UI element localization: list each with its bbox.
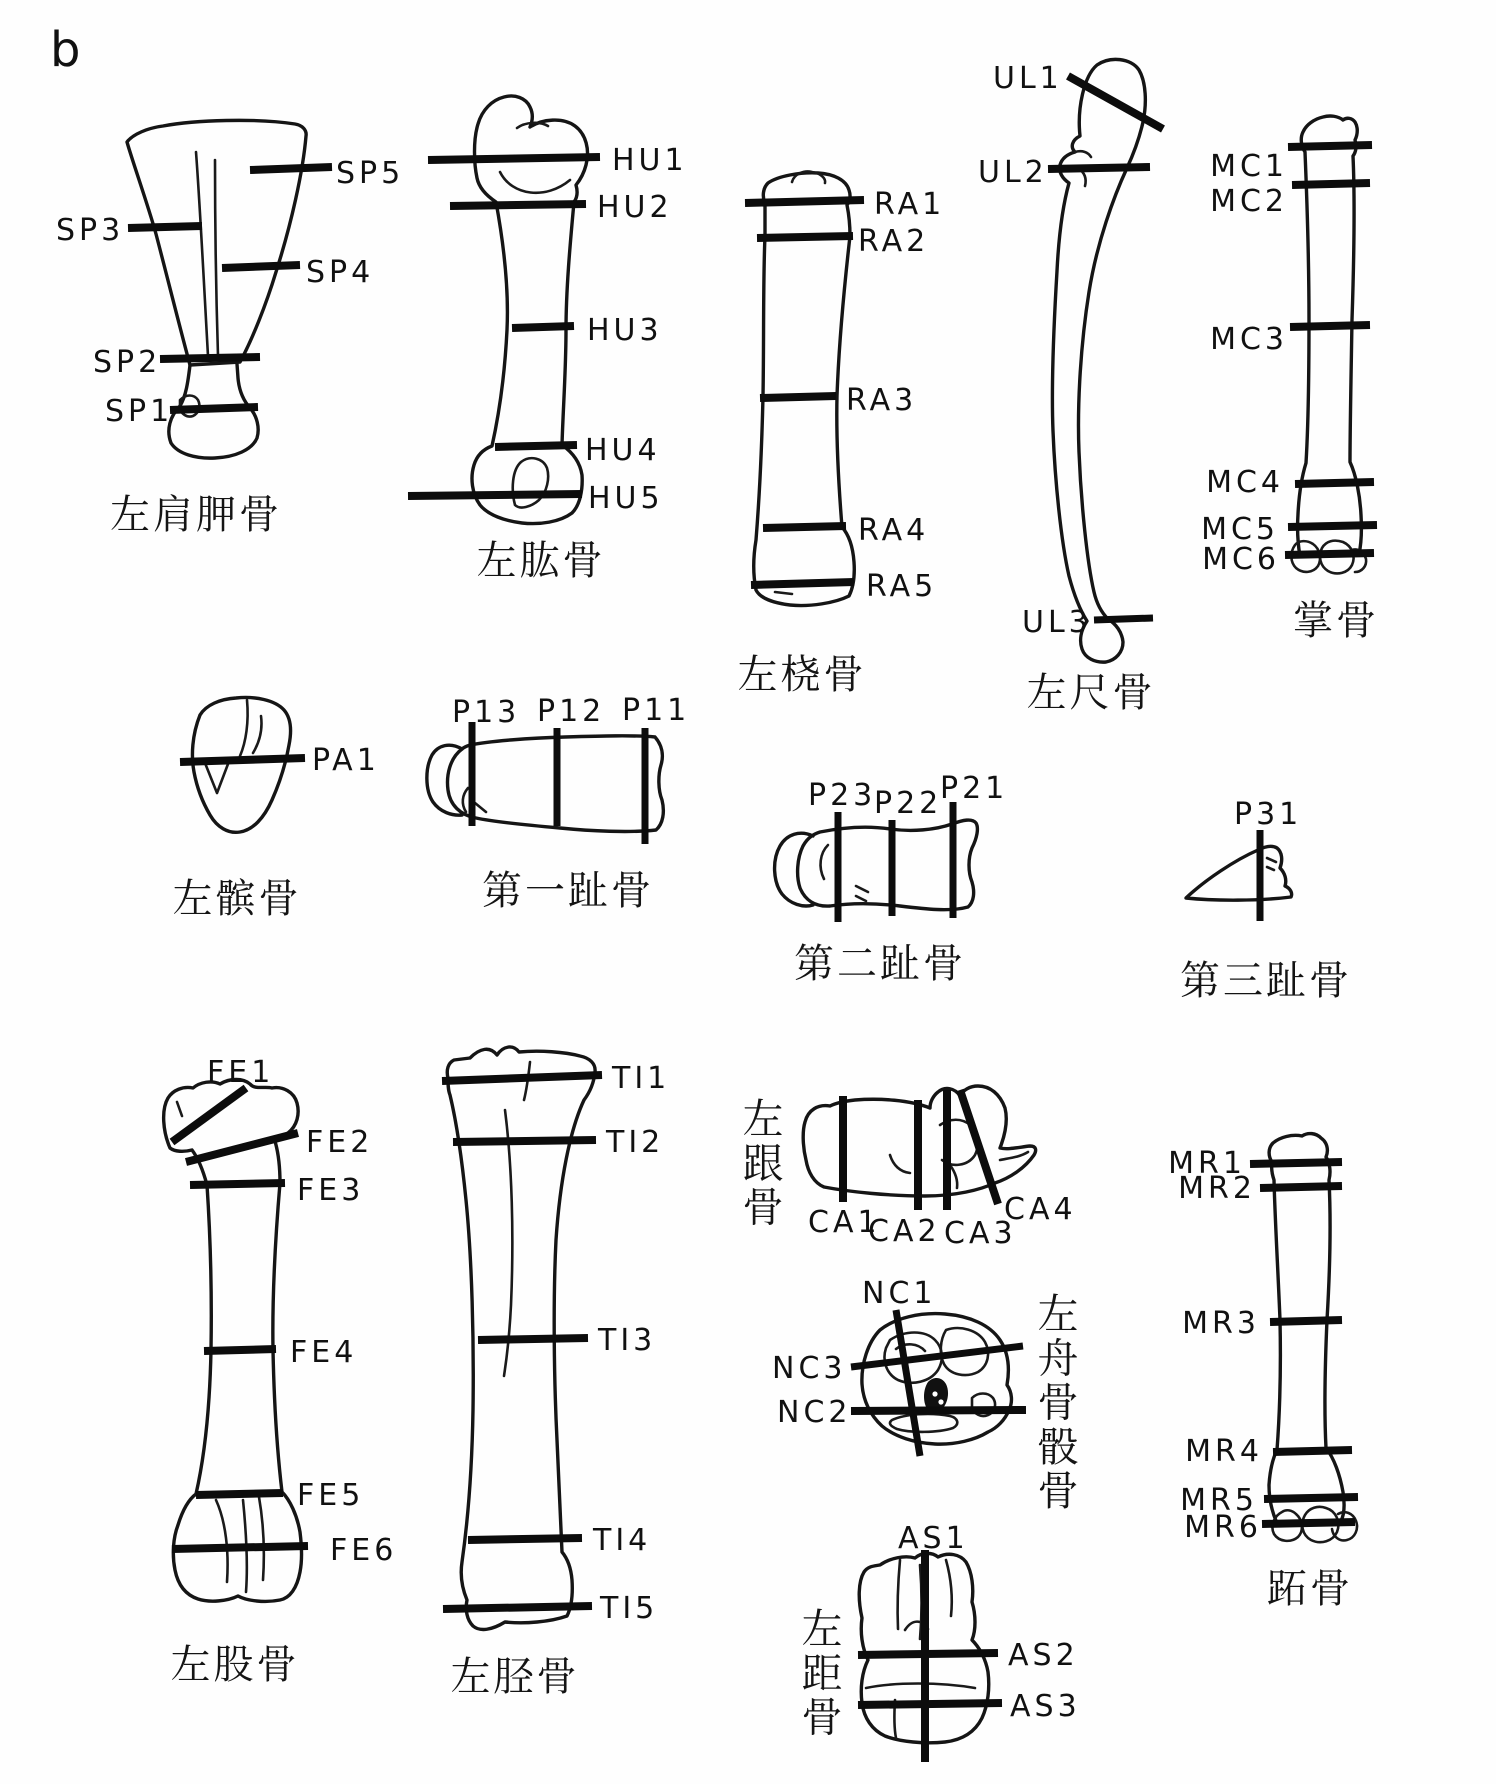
mc1-line [1288, 145, 1372, 147]
fe2-label: FE2 [306, 1125, 374, 1160]
sp5-line [250, 167, 332, 170]
fe5-line [196, 1493, 283, 1495]
scapula-spine-ridge-right [215, 160, 218, 356]
as3-label: AS3 [1010, 1689, 1081, 1724]
ca4-line [960, 1090, 998, 1204]
femur-head-dash [177, 1102, 182, 1116]
radius-distal-notch [775, 592, 792, 594]
phalanx2-cap-detail [821, 845, 828, 879]
humerus-neck-curve [500, 172, 570, 193]
ul3-line [1094, 618, 1153, 620]
fe6-line [172, 1546, 308, 1549]
radius-group [738, 171, 946, 698]
sp4-label: SP4 [306, 255, 375, 290]
hu5-line [408, 494, 582, 496]
ti5-label: TI5 [600, 1591, 659, 1626]
ra3-label: RA3 [846, 383, 918, 418]
metatarsal-caption: 跖骨 [1267, 1566, 1353, 1612]
p21-label: P21 [940, 771, 1009, 806]
hu4-line [495, 445, 577, 447]
ul3-label: UL3 [1022, 605, 1092, 640]
calcaneus-group [743, 1086, 1077, 1251]
sp3-label: SP3 [56, 213, 125, 248]
mr1-label: MR1 [1168, 1146, 1246, 1181]
figure-letter-label: b [50, 22, 81, 78]
phalanx3-group [1180, 797, 1352, 1004]
mc2-label: MC2 [1210, 184, 1288, 219]
ti4-line [468, 1538, 582, 1540]
mr6-line [1262, 1522, 1355, 1524]
mr4-label: MR4 [1185, 1434, 1263, 1469]
phalanx2-ticks [856, 886, 868, 901]
sp5-label: SP5 [336, 156, 405, 191]
mc6-line [1285, 553, 1374, 555]
nc2-label: NC2 [777, 1395, 852, 1430]
fe3-line [190, 1183, 285, 1185]
femur-group [164, 1055, 398, 1688]
femur-caption: 左股骨 [170, 1642, 300, 1688]
mc3-label: MC3 [1210, 322, 1288, 357]
ulna-group [978, 59, 1163, 716]
hu3-label: HU3 [587, 313, 663, 348]
pa1-line [180, 758, 305, 762]
phalanx3-ticks [1267, 858, 1276, 870]
ul2-label: UL2 [978, 155, 1048, 190]
metatarsal-group [1168, 1134, 1358, 1612]
ul1-label: UL1 [993, 61, 1063, 96]
as2-label: AS2 [1008, 1638, 1079, 1673]
astragalus-caption: 左距骨 [801, 1605, 843, 1742]
navicular-group [772, 1276, 1079, 1515]
ra4-line [763, 526, 846, 528]
nc2-line [851, 1410, 1026, 1411]
fe1-label: FE1 [207, 1055, 275, 1090]
mc5-label: MC5 [1201, 512, 1279, 547]
scapula-spine-ridge-left [196, 152, 208, 356]
ti2-label: TI2 [606, 1125, 665, 1160]
calcaneus-hook-detail [890, 1155, 910, 1173]
phalanx1-caption: 第一趾骨 [482, 868, 654, 914]
ti2-line [453, 1140, 596, 1142]
nc3-label: NC3 [772, 1351, 847, 1386]
radius-caption: 左桡骨 [737, 652, 867, 698]
p31-label: P31 [1234, 797, 1303, 832]
ul2-line [1048, 167, 1150, 169]
patella-ridge-2 [253, 716, 262, 753]
ra3-line [760, 396, 836, 398]
mr1-line [1250, 1162, 1342, 1164]
p11-label: P11 [622, 693, 691, 728]
sp2-label: SP2 [93, 345, 162, 380]
ra5-line [751, 582, 854, 585]
pa1-label: PA1 [312, 743, 380, 778]
sp3-line [128, 226, 202, 228]
nc1-label: NC1 [862, 1276, 937, 1311]
hu4-label: HU4 [585, 433, 661, 468]
ulna-caption: 左尺骨 [1026, 670, 1156, 716]
patella-ridge-1 [240, 700, 248, 756]
p22-label: P22 [874, 786, 943, 821]
astragalus-mid-contour [866, 1684, 975, 1689]
ra1-label: RA1 [874, 187, 946, 222]
sp2-line [160, 357, 260, 359]
nc3-line [851, 1346, 1023, 1367]
navicular-bean-dot-2 [938, 1399, 943, 1404]
astragalus-side-line [946, 1560, 952, 1616]
mr2-label: MR2 [1178, 1171, 1256, 1206]
astragalus-group [802, 1521, 1081, 1762]
hu5-label: HU5 [588, 481, 664, 516]
ti3-line [478, 1338, 588, 1340]
tibia-caption: 左胫骨 [450, 1654, 580, 1700]
mc5-line [1288, 525, 1377, 527]
ra1-line [745, 200, 864, 203]
patella-hatch [205, 763, 228, 793]
mr3-label: MR3 [1182, 1306, 1260, 1341]
ti4-label: TI4 [593, 1523, 652, 1558]
fe1-line [172, 1088, 246, 1142]
ti3-label: TI3 [598, 1323, 657, 1358]
ti1-line [442, 1075, 602, 1081]
femur-condyle-line-2 [259, 1497, 264, 1580]
ra2-line [757, 236, 853, 238]
mc6-label: MC6 [1202, 542, 1280, 577]
fe5-label: FE5 [297, 1478, 365, 1513]
phalanx2-distal-cap [775, 833, 813, 906]
mr2-line [1260, 1186, 1342, 1188]
humerus-group [408, 96, 688, 584]
tibia-group [442, 1047, 670, 1700]
ulna-trochlear-notch [1075, 151, 1091, 157]
navicular-lens-bottom [890, 1414, 957, 1432]
scapula-caption: 左肩胛骨 [110, 492, 282, 538]
sp1-line [170, 407, 258, 410]
mc2-line [1292, 183, 1370, 185]
p13-label: P13 [452, 695, 521, 730]
calcaneus-caption: 左跟骨 [742, 1095, 784, 1232]
ti1-label: TI1 [612, 1061, 671, 1096]
hu2-line [450, 204, 586, 206]
phalanx3-caption: 第三趾骨 [1180, 958, 1352, 1004]
navicular-bean-dot-1 [932, 1391, 937, 1396]
patella-caption: 左髌骨 [172, 876, 302, 922]
hu3-line [512, 326, 574, 328]
mc4-line [1295, 482, 1374, 484]
fe3-label: FE3 [297, 1173, 365, 1208]
femur-condyle-line-3 [216, 1500, 228, 1582]
mc3-line [1290, 325, 1370, 327]
phalanx2-caption: 第二趾骨 [794, 941, 966, 987]
mr3-line [1270, 1320, 1342, 1322]
hu1-line [428, 157, 600, 160]
ra4-label: RA4 [858, 513, 930, 548]
ti5-line [443, 1606, 592, 1609]
metacarpal-group [1201, 116, 1379, 644]
humerus-fossa-loop [513, 458, 548, 507]
sp1-label: SP1 [105, 394, 174, 429]
fe2-line [186, 1133, 298, 1162]
mr6-label: MR6 [1184, 1510, 1262, 1545]
metacarpal-caption: 掌骨 [1293, 598, 1379, 644]
hu2-label: HU2 [597, 190, 673, 225]
as3-line [858, 1703, 1002, 1705]
as2-line [858, 1653, 998, 1655]
mc4-label: MC4 [1206, 465, 1284, 500]
phalanx3-outline [1186, 846, 1292, 900]
mr5-label: MR5 [1180, 1483, 1258, 1518]
ra2-label: RA2 [858, 224, 930, 259]
calcaneus-beak-detail [1000, 1152, 1028, 1160]
phalanx1-cap-detail [463, 788, 468, 812]
ra5-label: RA5 [866, 569, 938, 604]
fe6-label: FE6 [330, 1533, 398, 1568]
mr4-line [1273, 1450, 1352, 1452]
calcaneus-inner-contour-2 [950, 1165, 957, 1188]
navicular-caption: 左舟骨骰骨 [1037, 1290, 1079, 1516]
ca1-label: CA1 [808, 1205, 881, 1240]
ca4-label: CA4 [1004, 1192, 1077, 1227]
metatarsal-outline [1269, 1134, 1344, 1523]
mr5-line [1264, 1497, 1358, 1499]
humerus-caption: 左肱骨 [476, 538, 606, 584]
phalanx1-group [427, 693, 690, 914]
p12-label: P12 [537, 694, 606, 729]
patella-group [173, 698, 380, 923]
scapula-group [56, 120, 404, 538]
phalanx1-notch-detail [475, 803, 486, 812]
as1-label: AS1 [898, 1521, 969, 1556]
phalanx2-group [775, 771, 1009, 987]
p23-label: P23 [808, 778, 877, 813]
hu1-label: HU1 [612, 143, 688, 178]
astragalus-trochlea-line-1 [898, 1560, 900, 1629]
fe4-line [204, 1349, 276, 1351]
femur-outline [164, 1080, 302, 1602]
mc1-label: MC1 [1210, 149, 1288, 184]
fe4-label: FE4 [290, 1335, 358, 1370]
sp4-line [222, 265, 300, 268]
ca3-label: CA3 [944, 1216, 1017, 1251]
ca2-label: CA2 [868, 1214, 941, 1249]
ulna-outline [1052, 59, 1145, 662]
